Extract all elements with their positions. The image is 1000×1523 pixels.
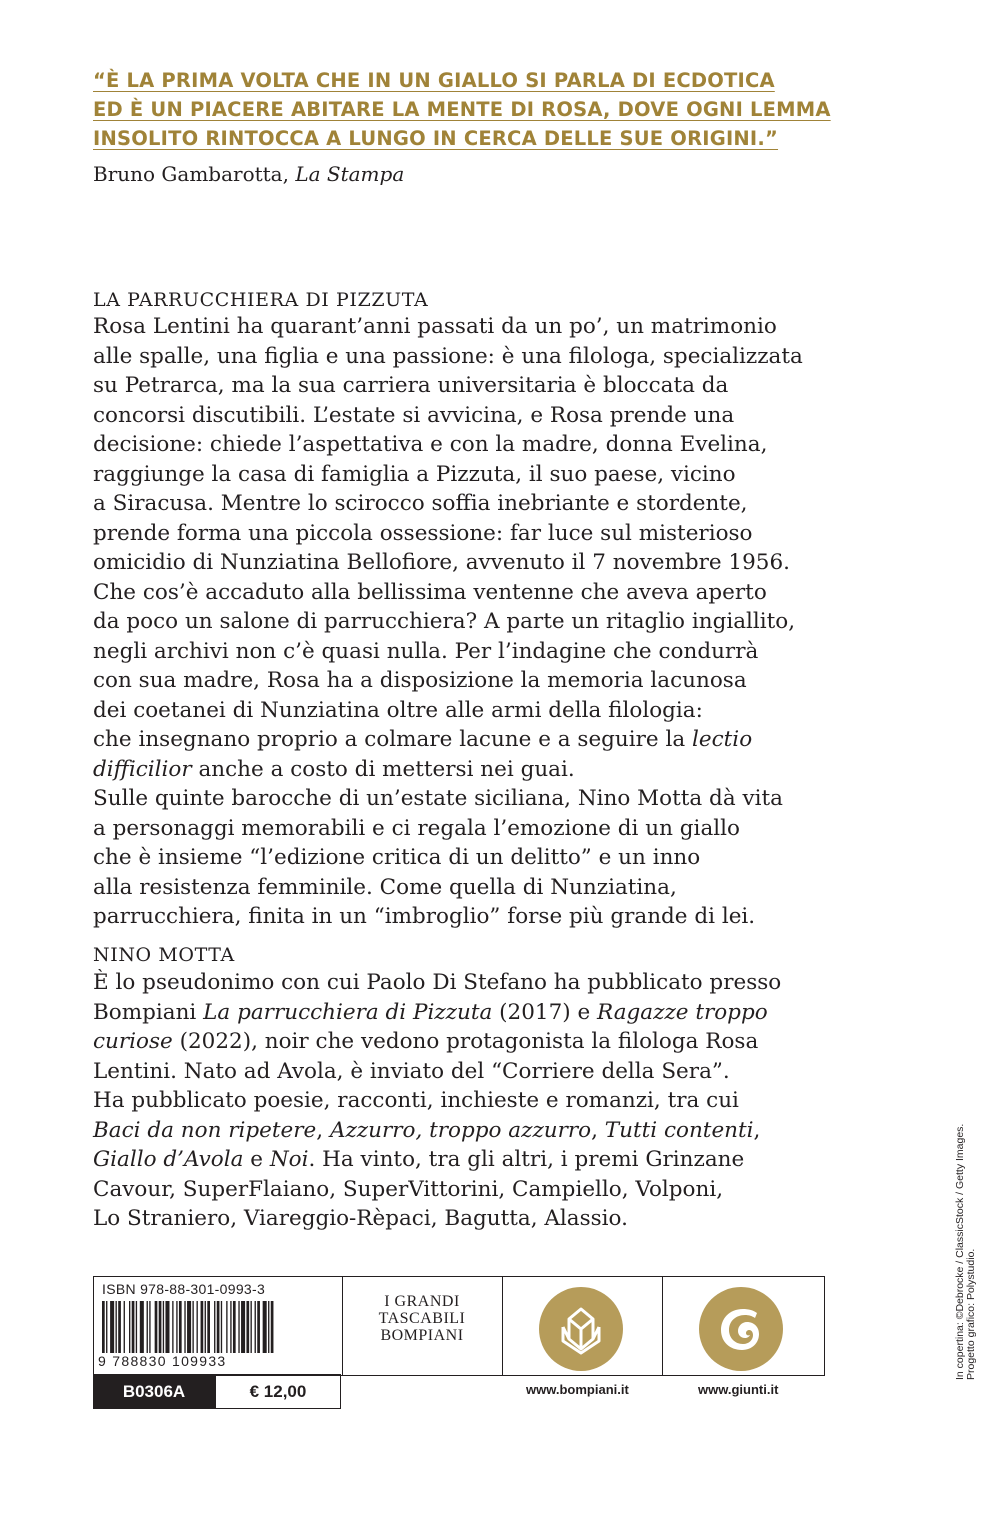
bio-line: È lo pseudonimo con cui Paolo Di Stefano ha pubblicato presso — [93, 970, 782, 995]
quote-line: “È LA PRIMA VOLTA CHE IN UN GIALLO SI PARLA DI ECDOTICA — [93, 69, 775, 92]
bio-fragment: . Ha vinto, tra gli altri, i premi Grinzane — [308, 1147, 745, 1172]
synopsis-line: Sulle quinte barocche di un’estate siciliana, Nino Motta dà vita — [93, 786, 783, 811]
barcode-digits: 9 788830 109933 — [98, 1353, 227, 1369]
bio-fragment: Bompiani — [93, 999, 204, 1025]
synopsis-lectio: lectio — [692, 727, 753, 752]
bio-book-title: curiose — [93, 1029, 173, 1054]
giunti-cell — [662, 1277, 824, 1375]
quote-line: INSOLITO RINTOCCA A LUNGO IN CERCA DELLE SUE ORIGINI.” — [93, 127, 779, 150]
synopsis-line: che è insieme “l’edizione critica di un delitto” e un inno — [93, 845, 701, 870]
bio-fragment: , — [316, 1117, 330, 1143]
synopsis-line: prende forma una piccola ossessione: far luce sul misterioso — [93, 520, 753, 546]
bompiani-link[interactable]: www.bompiani.it — [526, 1382, 629, 1397]
bio-book-title: Noi — [269, 1147, 309, 1172]
bio-book-title: Tutti contenti — [604, 1117, 754, 1143]
series-line: I GRANDI — [384, 1293, 460, 1310]
barcode-cell — [94, 1277, 343, 1375]
bio-line — [93, 1027, 863, 1057]
synopsis-line: negli archivi non c’è quasi nulla. Per l’indagine che condurrà — [93, 638, 759, 664]
bio-book-title: Azzurro, troppo azzurro — [329, 1117, 592, 1143]
synopsis-line: alla resistenza femminile. Come quella di Nunziatina, — [93, 874, 677, 900]
synopsis-line: da poco un salone di parrucchiera? A parte un ritaglio ingiallito, — [93, 609, 796, 634]
synopsis-title: LA PARRUCCHIERA DI PIZZUTA — [93, 289, 429, 311]
synopsis-line: Rosa Lentini ha quarant’anni passati da un po’, un matrimonio — [93, 314, 777, 339]
credit-line: Progetto grafico: Polystudio. — [965, 1248, 977, 1380]
synopsis-line: concorsi discutibili. L’estate si avvicina, e Rosa prende una — [93, 402, 735, 428]
giunti-link[interactable]: www.giunti.it — [698, 1382, 779, 1397]
bio-book-title: Baci da non ripetere — [93, 1117, 317, 1143]
bompiani-cell — [502, 1277, 663, 1375]
synopsis-text — [93, 312, 863, 932]
bio-line: Ha pubblicato poesie, racconti, inchieste e romanzi, tra cui — [93, 1088, 739, 1113]
bio-line — [93, 1116, 863, 1146]
footer-panel — [93, 1276, 825, 1376]
bio-fragment: (2017) e — [492, 999, 598, 1025]
synopsis-difficilior: difficilior — [93, 756, 192, 782]
giunti-logo-icon — [699, 1287, 783, 1371]
bio-fragment: , — [591, 1117, 605, 1143]
isbn-label: ISBN 978-88-301-0993-3 — [102, 1281, 266, 1297]
synopsis-line: alle spalle, una figlia e una passione: è una filologa, specializzata — [93, 343, 803, 369]
credit-line: In copertina: ©Debrocke / ClassicStock / Getty Images. — [954, 1123, 966, 1380]
synopsis-line: a Siracusa. Mentre lo scirocco soffia inebriante e stordente, — [93, 491, 748, 516]
synopsis-line: Che cos’è accaduto alla bellissima ventenne che aveva aperto — [93, 579, 767, 605]
bio-fragment: (2022), noir che vedono protagonista la filologa Rosa — [172, 1029, 759, 1054]
author-title: NINO MOTTA — [93, 944, 235, 966]
price-label: € 12,00 — [215, 1374, 341, 1409]
synopsis-line: omicidio di Nunziatina Bellofiore, avvenuto il 7 novembre 1956. — [93, 550, 790, 575]
synopsis-fragment: anche a costo di mettersi nei guai. — [191, 756, 575, 782]
bio-line: Cavour, SuperFlaiano, SuperVittorini, Campiello, Volponi, — [93, 1176, 724, 1202]
synopsis-line — [93, 755, 863, 785]
bio-book-title: Ragazze troppo — [597, 999, 768, 1025]
series-label — [342, 1293, 502, 1344]
bio-line: Lentini. Nato ad Avola, è inviato del “Corriere della Sera”. — [93, 1058, 730, 1084]
product-code-badge: B0306A — [93, 1374, 215, 1409]
synopsis-line: con sua madre, Rosa ha a disposizione la memoria lacunosa — [93, 668, 747, 693]
bio-line — [93, 1145, 863, 1175]
quote-source: La Stampa — [295, 162, 405, 186]
press-quote — [93, 66, 873, 153]
synopsis-line: decisione: chiede l’aspettativa e con la madre, donna Evelina, — [93, 432, 768, 457]
series-line: BOMPIANI — [380, 1327, 464, 1344]
synopsis-fragment: che insegnano proprio a colmare lacune e a seguire la — [93, 727, 693, 752]
synopsis-line: su Petrarca, ma la sua carriera universitaria è bloccata da — [93, 373, 729, 398]
barcode-icon — [100, 1301, 336, 1353]
quote-author: Bruno Gambarotta, — [93, 162, 296, 186]
bio-line — [93, 998, 863, 1028]
synopsis-line — [93, 725, 863, 755]
bio-fragment: e — [243, 1147, 270, 1172]
cover-credits — [954, 1123, 977, 1380]
bio-book-title: Giallo d’Avola — [93, 1147, 244, 1172]
bio-fragment: , — [753, 1117, 761, 1143]
synopsis-line: dei coetanei di Nunziatina oltre alle armi della filologia: — [93, 697, 703, 723]
quote-line: ED È UN PIACERE ABITARE LA MENTE DI ROSA, DOVE OGNI LEMMA — [93, 98, 831, 121]
series-cell — [342, 1277, 503, 1375]
synopsis-line: parrucchiera, finita in un “imbroglio” forse più grande di lei. — [93, 904, 756, 929]
synopsis-line: raggiunge la casa di famiglia a Pizzuta, il suo paese, vicino — [93, 461, 736, 487]
quote-attribution — [93, 159, 404, 189]
synopsis-line: a personaggi memorabili e ci regala l’emozione di un giallo — [93, 815, 740, 841]
bio-line: Lo Straniero, Viareggio-Rèpaci, Bagutta, Alassio. — [93, 1206, 628, 1231]
author-bio-text — [93, 968, 863, 1234]
bio-book-title: La parrucchiera di Pizzuta — [203, 999, 493, 1025]
series-line: TASCABILI — [378, 1310, 466, 1327]
bompiani-logo-icon — [539, 1287, 623, 1371]
